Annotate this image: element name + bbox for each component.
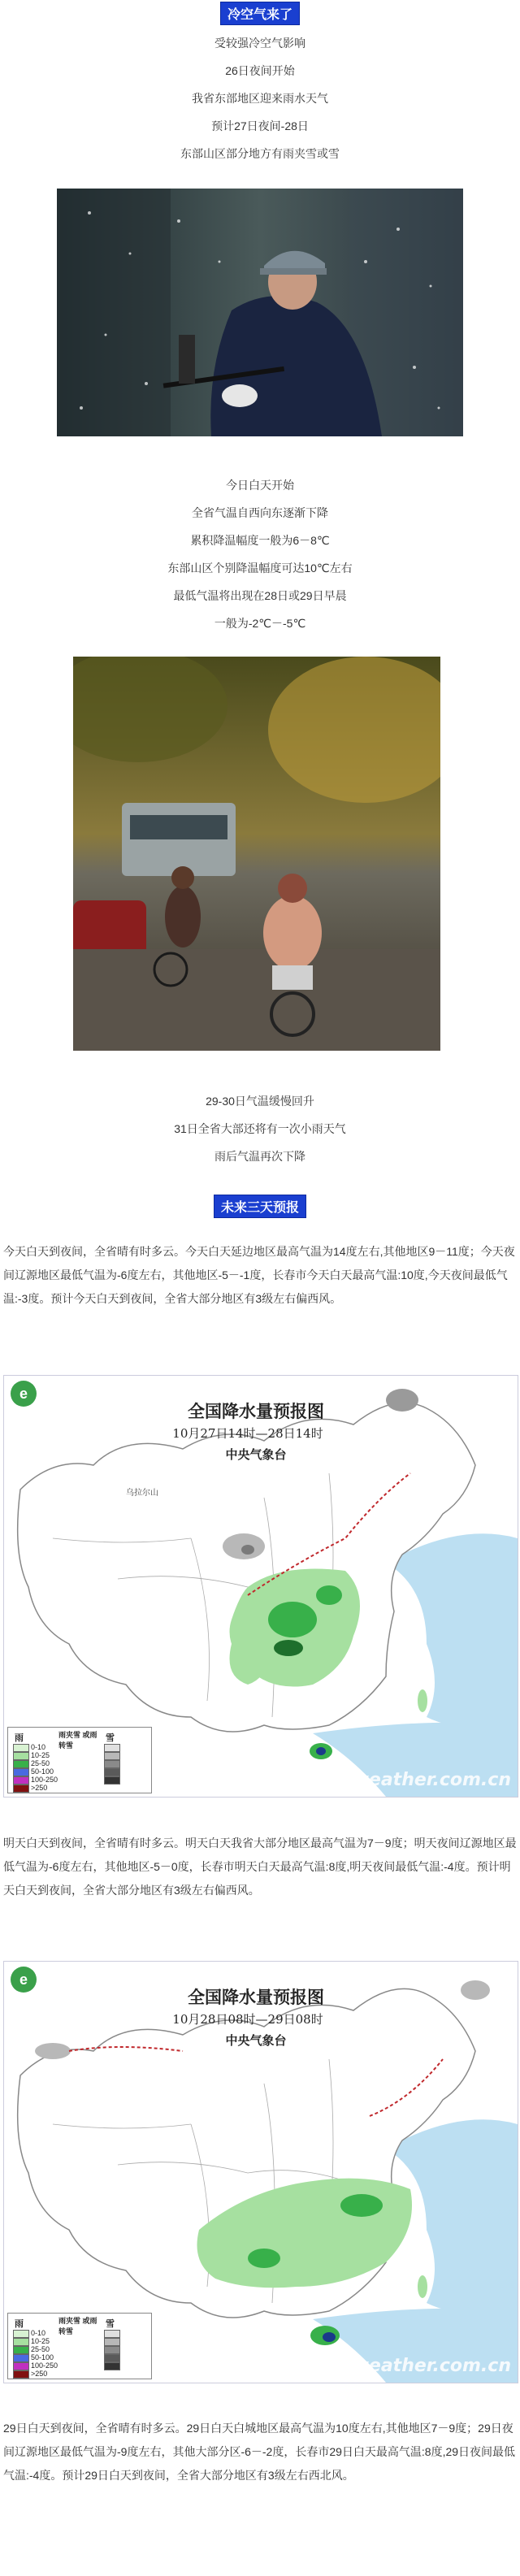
watermark: weather.com.cn bbox=[352, 2356, 511, 2376]
legend-snow: 雪 bbox=[106, 2319, 115, 2329]
text-line: 29-30日气温缓慢回升 bbox=[206, 1095, 314, 1108]
legend-range: 100-250 bbox=[31, 2361, 58, 2370]
text-line: 预计27日夜间-28日 bbox=[211, 119, 309, 132]
legend-mixed: 雨夹雪 或雨转雪 bbox=[58, 2317, 98, 2335]
text-line: 东部山区个别降温幅度可达10℃左右 bbox=[167, 562, 353, 575]
photo-cyclist-snow bbox=[57, 189, 463, 436]
place-label: 乌拉尔山 bbox=[126, 1489, 158, 1498]
map-legend bbox=[7, 2313, 152, 2379]
cma-logo-icon: e bbox=[11, 1381, 37, 1407]
text-line: 全省气温自西向东逐渐下降 bbox=[192, 506, 328, 519]
text-line: 累积降温幅度一般为6－8℃ bbox=[190, 534, 330, 547]
temperature-lines bbox=[0, 471, 520, 637]
legend-rain: 雨 bbox=[15, 1733, 24, 1743]
legend-range: >250 bbox=[31, 1784, 48, 1792]
legend-range: 50-100 bbox=[31, 2353, 54, 2361]
text-line: 31日全省大部还将有一次小雨天气 bbox=[174, 1122, 346, 1135]
legend-snow: 雪 bbox=[106, 1733, 115, 1743]
outlook-lines bbox=[0, 1087, 520, 1170]
intro-lines bbox=[0, 29, 520, 167]
legend-rain: 雨 bbox=[15, 2319, 24, 2329]
forecast-today: 今天白天到夜间，全省晴有时多云。今天白天延边地区最高气温为14度左右,其他地区9－11度；今天夜间辽源地区最低气温为-6度左右，其他地区-5－-1度，长春市今天白天最高气温:10度,今天夜间最低气温:-3度。预计今天白天到夜间，全省大部分地区有3级左右偏西风。 bbox=[3, 1245, 515, 1305]
legend-range: 0-10 bbox=[31, 1743, 46, 1751]
map-date: 10月28日08时—29日08时 bbox=[172, 2012, 323, 2027]
legend-range: 10-25 bbox=[31, 2337, 50, 2345]
map-title: 全国降水量预报图 bbox=[188, 1401, 324, 1421]
map-agency: 中央气象台 bbox=[225, 2033, 287, 2048]
legend-range: >250 bbox=[31, 2370, 48, 2378]
legend-range: 50-100 bbox=[31, 1767, 54, 1776]
text-line: 今日白天开始 bbox=[226, 479, 294, 492]
map-title: 全国降水量预报图 bbox=[188, 1987, 324, 2007]
forecast-day3: 29日白天到夜间，全省晴有时多云。29日白天白城地区最高气温为10度左右,其他地区7－9度；29日夜间辽源地区最低气温为-9度左右，其他大部分区-6－-2度，长春市29日白天最高气温:8度,29日夜间最低气温:-4度。预计29日白天到夜间，全省大部分地区有3级左右西北风。 bbox=[3, 2422, 516, 2482]
precipitation-map-2 bbox=[3, 1961, 518, 2383]
text-line: 雨后气温再次下降 bbox=[214, 1150, 306, 1163]
map-legend bbox=[7, 1727, 152, 1793]
precipitation-map-1 bbox=[3, 1375, 518, 1798]
forecast-tomorrow: 明天白天到夜间，全省晴有时多云。明天白天我省大部分地区最高气温为7－9度；明天夜间辽源地区最低气温为-6度左右，其他地区-5－0度，长春市明天白天最高气温:8度,明天夜间最低气温:-4度。预计明天白天到夜间，全省大部分地区有3级左右偏西风。 bbox=[3, 1837, 517, 1897]
map-agency: 中央气象台 bbox=[225, 1447, 287, 1462]
cold-air-badge: 冷空气来了 bbox=[220, 2, 300, 25]
forecast-badge: 未来三天预报 bbox=[214, 1195, 306, 1218]
text-line: 26日夜间开始 bbox=[225, 64, 295, 77]
cma-logo-icon: e bbox=[11, 1967, 37, 1993]
text-line: 我省东部地区迎来雨水天气 bbox=[192, 92, 328, 105]
legend-range: 0-10 bbox=[31, 2329, 46, 2337]
legend-range: 25-50 bbox=[31, 2345, 50, 2353]
text-line: 东部山区部分地方有雨夹雪或雪 bbox=[180, 147, 340, 160]
photo-autumn-cyclists bbox=[73, 657, 440, 1051]
legend-range: 100-250 bbox=[31, 1776, 58, 1784]
watermark: weather.com.cn bbox=[352, 1770, 511, 1790]
legend-mixed: 雨夹雪 或雨转雪 bbox=[58, 1731, 98, 1750]
legend-range: 10-25 bbox=[31, 1751, 50, 1759]
legend-range: 25-50 bbox=[31, 1759, 50, 1767]
text-line: 一般为-2℃－-5℃ bbox=[214, 617, 306, 630]
map-date: 10月27日14时—28日14时 bbox=[172, 1426, 323, 1441]
text-line: 受较强冷空气影响 bbox=[214, 37, 306, 50]
text-line: 最低气温将出现在28日或29日早晨 bbox=[173, 589, 347, 602]
